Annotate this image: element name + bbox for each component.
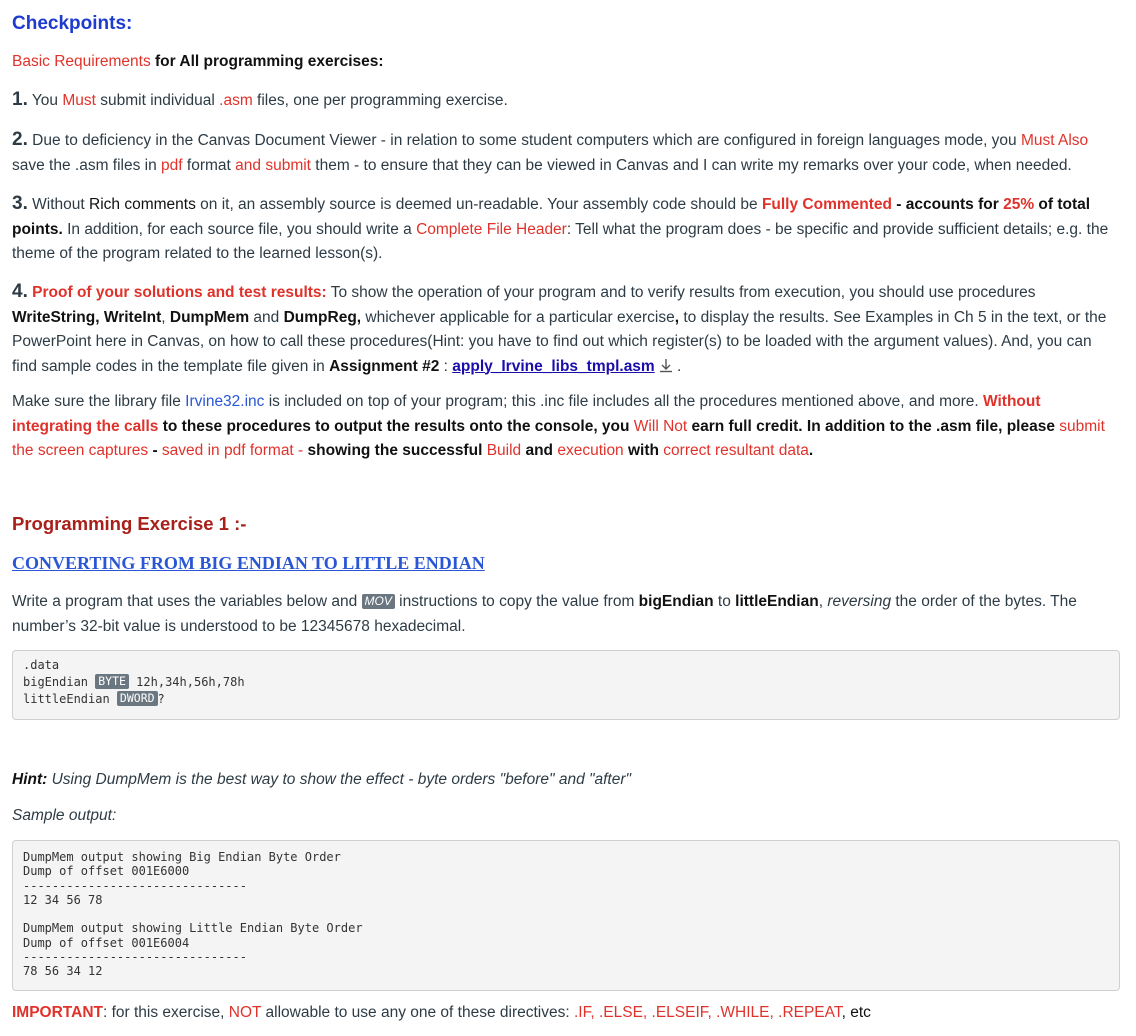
code-text: bigEndian (23, 675, 96, 689)
emphasis: Without integrating the calls (12, 393, 1041, 435)
hint (12, 768, 1120, 793)
code-line (23, 691, 1109, 708)
emphasis: Will Not (633, 417, 688, 435)
text: Make sure the library file (12, 393, 186, 410)
emphasis: Must (62, 92, 96, 109)
bold-text: , (674, 308, 680, 326)
text: to (713, 593, 736, 610)
text: save the .asm files in (12, 156, 162, 174)
directives-list: .IF, .ELSE, .ELSEIF, .WHILE, .REPEAT (573, 1004, 842, 1021)
text: submit individual (95, 92, 220, 109)
bold-text: showing the successful (303, 442, 487, 459)
code-text: littleEndian (23, 692, 117, 706)
bold-text: with (623, 442, 664, 459)
bold-text: DumpMem (169, 308, 250, 326)
output-line: Dump of offset 001E6000 (23, 864, 190, 879)
bold-text: . (808, 442, 814, 459)
requirement-1 (12, 88, 1120, 114)
text: : Tell what the program does - be specific and provide sufficient details; e.g. the theme of the program related to the learned lesson(s). (12, 220, 1109, 262)
text: Rich comments (89, 196, 196, 213)
requirement-2 (12, 128, 1120, 178)
emphasis: execution (557, 442, 624, 459)
code-keyword: BYTE (95, 674, 129, 689)
text: files, one per programming exercise. (252, 92, 508, 109)
text: : (439, 357, 453, 375)
basic-requirements-heading (12, 50, 1120, 75)
bold-text: DumpReg, (283, 308, 362, 326)
output-line: ------------------------------- (23, 878, 247, 893)
code-line: .data (23, 658, 60, 672)
data-code-block (12, 650, 1120, 720)
emphasis: 25% (1003, 196, 1035, 213)
text: instructions to copy the value from (394, 593, 639, 610)
text: Write a program that uses the variables below and (12, 593, 362, 610)
important-label: IMPORTANT (12, 1004, 103, 1021)
italic-text: reversing (827, 593, 892, 610)
item-number: 1. (12, 89, 28, 110)
library-name: Irvine32.inc (185, 393, 265, 410)
bold-text: WriteString, WriteInt (12, 308, 162, 326)
output-line: 78 56 34 12 (23, 964, 103, 979)
hint-label: Hint: (12, 771, 48, 788)
hint-text: Using DumpMem is the best way to show the effect - byte orders "before" and "after" (47, 771, 632, 788)
emphasis: Proof of your solutions and test results: (27, 284, 327, 301)
emphasis: Build (486, 442, 522, 459)
text: : for this exercise, (102, 1004, 229, 1021)
emphasis: Must Also (1020, 132, 1089, 149)
bold-text: to these procedures to output the results onto the console, you (158, 417, 634, 435)
text: the order of the bytes. The number’s 32-bit value is understood to be 12345678 hexadecimal. (12, 593, 1077, 635)
download-icon[interactable] (659, 357, 673, 382)
bold-text: bigEndian (638, 593, 714, 610)
sample-output-block (12, 840, 1120, 991)
text: and (249, 308, 284, 326)
make-sure-paragraph (12, 390, 1120, 464)
bold-text: and (521, 442, 558, 459)
output-line: DumpMem output showing Big Endian Byte Order (23, 850, 341, 864)
text: , etc (841, 1004, 871, 1021)
output-line: Dump of offset 001E6004 (23, 935, 190, 950)
emphasis: correct resultant data (663, 442, 809, 459)
requirement-3 (12, 192, 1120, 267)
text: To show the operation of your program and to verify results from execution, you should use procedures (326, 284, 1036, 301)
item-number: 3. (12, 193, 28, 214)
text: is included on top of your program; this .inc file includes all the procedures mentioned above, and more. (264, 393, 983, 410)
text: Due to deficiency in the Canvas Document Viewer - in relation to some student computers which are configured in foreign languages mode, you (27, 132, 1021, 149)
page-title: Checkpoints: (12, 13, 133, 34)
output-line: DumpMem output showing Little Endian Byte Order (23, 921, 363, 936)
text: In addition, for each source file, you should write a (62, 220, 417, 238)
bold-text: earn full credit. In addition to the .asm file, please (687, 417, 1060, 435)
bold-text: Assignment #2 (329, 357, 440, 375)
basic-requirements-rest: for All programming exercises: (150, 53, 384, 70)
basic-requirements-label: Basic Requirements (12, 53, 151, 70)
emphasis: Complete File Header (416, 220, 567, 238)
bold-text: of total points. (12, 196, 1091, 238)
item-number: 2. (12, 129, 28, 150)
bold-text: - (148, 442, 162, 459)
text: . (672, 357, 682, 375)
emphasis: pdf (161, 156, 183, 174)
emphasis: submit the screen captures (12, 417, 1105, 459)
code-text: ? (157, 692, 165, 706)
bold-text: - accounts for (891, 196, 1004, 213)
text: You (27, 92, 63, 109)
text: whichever applicable for a particular exercise (361, 308, 675, 326)
text: format (182, 156, 236, 174)
code-line (23, 674, 1109, 691)
code-keyword: DWORD (117, 691, 158, 706)
spacer (23, 907, 1109, 921)
exercise-subtitle: CONVERTING FROM BIG ENDIAN TO LITTLE ENDIAN (12, 553, 485, 573)
item-number: 4. (12, 281, 28, 302)
text: them - to ensure that they can be viewed in Canvas and I can write my remarks over your code, when needed. (310, 156, 1072, 174)
emphasis: .asm (219, 92, 253, 109)
output-line: 12 34 56 78 (23, 892, 103, 907)
inline-code: MOV (362, 594, 395, 609)
sample-output-label: Sample output: (12, 807, 117, 824)
important-note (12, 1001, 1120, 1026)
output-line: ------------------------------- (23, 950, 247, 965)
bold-text: littleEndian (735, 593, 819, 610)
emphasis: NOT (228, 1004, 262, 1021)
exercise-title: Programming Exercise 1 :- (12, 513, 247, 534)
code-text: 12h,34h,56h,78h (128, 675, 245, 689)
emphasis: and submit (235, 156, 311, 174)
template-file-link[interactable]: apply_Irvine_libs_tmpl.asm (452, 357, 655, 375)
text: , (161, 308, 170, 326)
text: to display the results. See Examples in Ch 5 in the text, or the PowerPoint here in Canvas, on how to call these procedures(Hint: you have to find out which register(s) to be loaded with the argument values). And, you can find sample codes in the template file given in (12, 308, 1107, 375)
requirement-4 (12, 280, 1120, 381)
text: allowable to use any one of these directives: (261, 1004, 574, 1021)
text: , (818, 593, 828, 610)
exercise-description (12, 590, 1120, 639)
emphasis: Fully Commented (761, 196, 892, 213)
text: Without (27, 196, 90, 213)
exercise-subtitle-row (12, 551, 1120, 578)
emphasis: saved in pdf format - (161, 442, 304, 459)
text: on it, an assembly source is deemed un-readable. Your assembly code should be (195, 196, 762, 213)
